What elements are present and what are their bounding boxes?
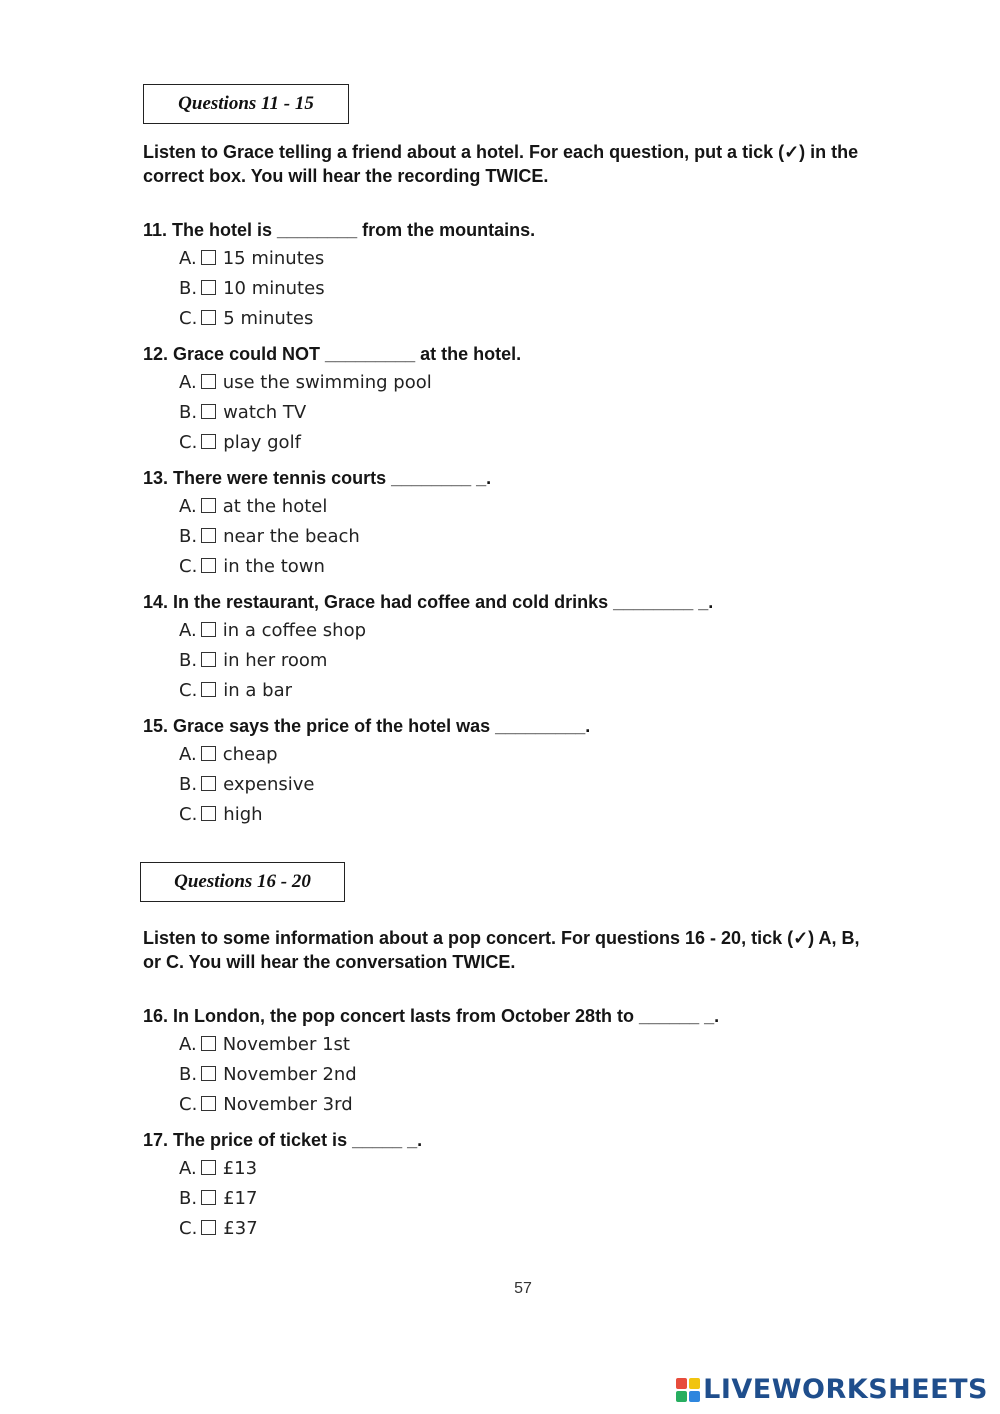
option-text: November 3rd xyxy=(223,1094,353,1115)
option-text: 5 minutes xyxy=(223,308,314,329)
option-text: at the hotel xyxy=(222,496,328,517)
option-letter: A. xyxy=(179,496,197,517)
answer-option[interactable] xyxy=(179,372,432,394)
checkbox-icon[interactable] xyxy=(201,1066,216,1081)
answer-option[interactable] xyxy=(179,278,325,300)
answer-option[interactable] xyxy=(179,248,324,270)
answer-option[interactable] xyxy=(179,620,366,642)
option-text: in the town xyxy=(223,556,325,577)
option-letter: B. xyxy=(179,526,198,547)
option-text: cheap xyxy=(222,744,278,765)
answer-option[interactable] xyxy=(179,496,327,518)
checkbox-icon[interactable] xyxy=(201,776,216,791)
checkbox-icon[interactable] xyxy=(201,622,216,637)
checkbox-icon[interactable] xyxy=(201,1190,216,1205)
checkbox-icon[interactable] xyxy=(201,374,216,389)
option-letter: C. xyxy=(179,1094,198,1115)
section-instructions: Listen to Grace telling a friend about a hotel. For each question, put a tick (✓) in the correct box. You will hear the recording TWICE. xyxy=(143,142,859,186)
answer-option[interactable] xyxy=(179,432,301,454)
answer-option[interactable] xyxy=(179,1158,257,1180)
checkbox-icon[interactable] xyxy=(201,1096,216,1111)
checkbox-icon[interactable] xyxy=(201,280,216,295)
option-letter: C. xyxy=(179,1218,198,1239)
section-title-box xyxy=(140,862,345,902)
section-instructions: Listen to some information about a pop concert. For questions 16 - 20, tick (✓) A, B, or C. You will hear the conversation TWICE. xyxy=(143,928,860,972)
option-letter: B. xyxy=(179,278,198,299)
answer-option[interactable] xyxy=(179,1188,257,1210)
answer-option[interactable] xyxy=(179,556,325,578)
section-title: Questions 16 - 20 xyxy=(174,871,311,892)
option-text: watch TV xyxy=(223,402,307,423)
checkbox-icon[interactable] xyxy=(201,682,216,697)
answer-option[interactable] xyxy=(179,744,278,766)
option-text: in a coffee shop xyxy=(222,620,367,641)
question-text: 16. In London, the pop concert lasts from October 28th to ______ _. xyxy=(143,1006,720,1026)
option-text: near the beach xyxy=(223,526,360,547)
checkbox-icon[interactable] xyxy=(201,250,216,265)
checkbox-icon[interactable] xyxy=(201,1160,216,1175)
option-text: £13 xyxy=(222,1158,258,1179)
option-letter: A. xyxy=(179,744,197,765)
option-letter: B. xyxy=(179,774,198,795)
option-text: 10 minutes xyxy=(223,278,325,299)
question-text: 11. The hotel is ________ from the mountains. xyxy=(143,220,536,240)
checkbox-icon[interactable] xyxy=(201,310,216,325)
answer-option[interactable] xyxy=(179,1094,353,1116)
option-letter: B. xyxy=(179,650,198,671)
question-text: 13. There were tennis courts ________ _. xyxy=(143,468,492,488)
option-text: 15 minutes xyxy=(222,248,325,269)
option-letter: A. xyxy=(179,372,197,393)
option-text: in her room xyxy=(223,650,328,671)
checkbox-icon[interactable] xyxy=(201,498,216,513)
option-letter: A. xyxy=(179,1034,197,1055)
option-letter: B. xyxy=(179,1188,198,1209)
liveworksheets-logo xyxy=(676,1374,988,1405)
answer-option[interactable] xyxy=(179,308,313,330)
logo-text: LIVEWORKSHEETS xyxy=(703,1374,988,1405)
option-text: high xyxy=(223,804,263,825)
checkbox-icon[interactable] xyxy=(201,1036,216,1051)
page-number: 57 xyxy=(514,1280,532,1297)
option-text: use the swimming pool xyxy=(222,372,432,393)
option-text: in a bar xyxy=(223,680,293,701)
checkbox-icon[interactable] xyxy=(201,1220,216,1235)
section-title-box xyxy=(143,84,349,124)
option-letter: C. xyxy=(179,432,198,453)
checkbox-icon[interactable] xyxy=(201,558,216,573)
option-text: November 1st xyxy=(222,1034,350,1055)
option-letter: C. xyxy=(179,804,198,825)
question-text: 12. Grace could NOT _________ at the hotel. xyxy=(143,344,522,364)
option-letter: C. xyxy=(179,556,198,577)
answer-option[interactable] xyxy=(179,402,306,424)
option-letter: A. xyxy=(179,248,197,269)
option-letter: B. xyxy=(179,1064,198,1085)
checkbox-icon[interactable] xyxy=(201,746,216,761)
option-text: November 2nd xyxy=(223,1064,357,1085)
logo-mark-icon xyxy=(676,1378,700,1402)
option-text: play golf xyxy=(223,432,301,453)
question-text: 15. Grace says the price of the hotel was _________. xyxy=(143,716,591,736)
answer-option[interactable] xyxy=(179,650,327,672)
answer-option[interactable] xyxy=(179,526,360,548)
option-text: £17 xyxy=(223,1188,258,1209)
option-text: £37 xyxy=(223,1218,258,1239)
answer-option[interactable] xyxy=(179,680,292,702)
section-title: Questions 11 - 15 xyxy=(178,93,314,114)
option-letter: B. xyxy=(179,402,198,423)
checkbox-icon[interactable] xyxy=(201,528,216,543)
checkbox-icon[interactable] xyxy=(201,652,216,667)
option-letter: A. xyxy=(179,1158,197,1179)
answer-option[interactable] xyxy=(179,804,263,826)
checkbox-icon[interactable] xyxy=(201,434,216,449)
checkbox-icon[interactable] xyxy=(201,806,216,821)
option-letter: A. xyxy=(179,620,197,641)
answer-option[interactable] xyxy=(179,1064,357,1086)
option-letter: C. xyxy=(179,680,198,701)
question-text: 17. The price of ticket is _____ _. xyxy=(143,1130,423,1150)
checkbox-icon[interactable] xyxy=(201,404,216,419)
question-text: 14. In the restaurant, Grace had coffee and cold drinks ________ _. xyxy=(143,592,714,612)
option-letter: C. xyxy=(179,308,198,329)
option-text: expensive xyxy=(223,774,315,795)
answer-option[interactable] xyxy=(179,1034,350,1056)
answer-option[interactable] xyxy=(179,774,315,796)
answer-option[interactable] xyxy=(179,1218,258,1240)
